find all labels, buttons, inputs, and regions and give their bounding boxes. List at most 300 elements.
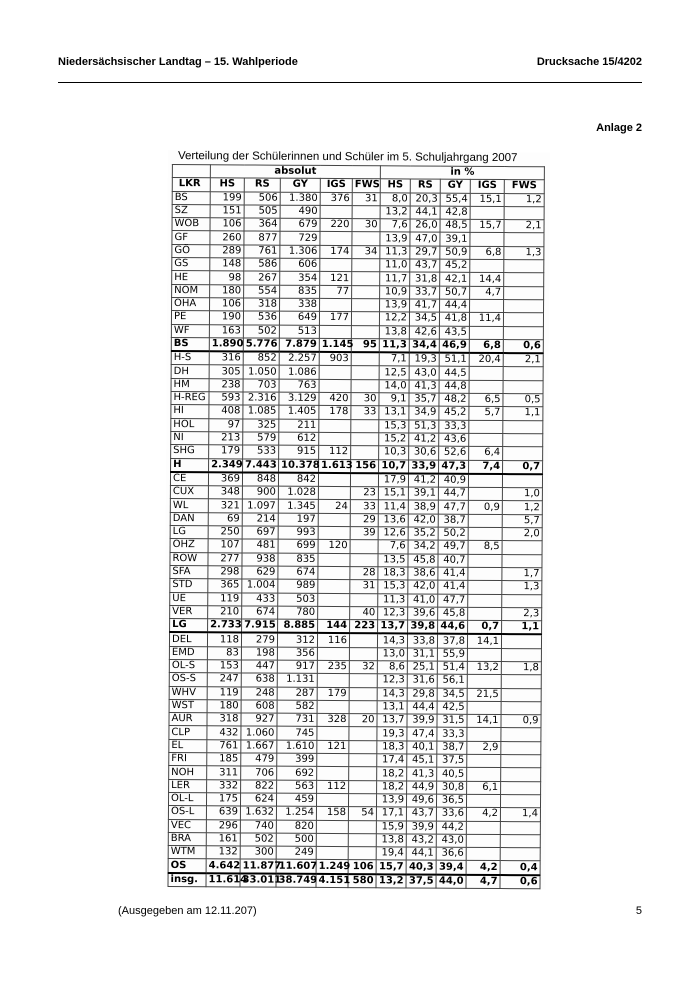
column-header: FWS (504, 180, 544, 194)
district-cell: HOL (171, 418, 209, 432)
value-cell (316, 833, 348, 846)
value-cell (351, 446, 379, 459)
value-cell: 399 (277, 753, 317, 767)
value-cell: 48,2 (439, 393, 469, 406)
value-cell (501, 648, 541, 662)
value-cell: 39,1 (440, 233, 470, 246)
value-cell (319, 419, 351, 432)
district-cell: WL (170, 499, 208, 513)
value-cell: 1,1 (503, 407, 543, 421)
district-cell: insg. (168, 873, 206, 887)
value-cell (348, 833, 376, 846)
value-cell: 674 (242, 606, 278, 620)
value-cell: 289 (210, 245, 244, 259)
value-cell (316, 793, 348, 806)
value-cell (470, 233, 504, 247)
value-cell: 298 (208, 566, 242, 580)
value-cell (469, 367, 503, 381)
value-cell: 7,6 (380, 219, 410, 232)
value-cell (469, 420, 503, 434)
value-cell (348, 794, 376, 807)
value-cell: 47,0 (410, 232, 440, 245)
value-cell: 612 (279, 432, 319, 446)
value-cell (352, 206, 380, 219)
value-cell (467, 728, 501, 742)
value-cell: 156 (351, 459, 379, 473)
value-cell: 4,7 (466, 875, 500, 889)
value-cell: 40,1 (407, 741, 437, 754)
value-cell: 639 (206, 806, 240, 820)
district-cell: FRI (169, 753, 207, 767)
value-cell: 447 (241, 660, 277, 674)
value-cell (351, 419, 379, 432)
value-cell: 608 (241, 700, 277, 714)
value-cell (500, 848, 540, 862)
value-cell: 10,9 (380, 285, 410, 298)
value-cell: 338 (280, 298, 320, 312)
value-cell: 223 (350, 620, 378, 634)
value-cell: 44,1 (410, 206, 440, 219)
value-cell: 45,8 (408, 554, 438, 567)
value-cell (503, 420, 543, 434)
value-cell: 1.306 (280, 245, 320, 259)
value-cell: 4,2 (466, 808, 500, 822)
value-cell: 97 (209, 418, 243, 432)
value-cell (351, 312, 379, 325)
value-cell: 11,7 (380, 272, 410, 285)
value-cell: 40 (350, 606, 378, 619)
value-cell: 106 (210, 298, 244, 312)
value-cell: 28 (350, 567, 378, 580)
value-cell: 2.733 (208, 619, 242, 633)
value-cell: 39,4 (436, 861, 466, 875)
value-cell (501, 755, 541, 769)
value-cell: 33,8 (407, 634, 437, 648)
district-cell: NOH (169, 766, 207, 780)
value-cell: 606 (280, 258, 320, 272)
value-cell: 12,5 (379, 366, 409, 379)
value-cell: 279 (241, 633, 277, 647)
value-cell: 107 (208, 539, 242, 553)
value-cell: 7,6 (378, 540, 408, 553)
value-cell: 1,3 (504, 246, 544, 260)
district-cell: DEL (169, 632, 207, 646)
value-cell: 1.380 (280, 192, 320, 206)
value-cell: 12,3 (378, 607, 408, 620)
value-cell: 13,2 (380, 206, 410, 219)
value-cell: 132 (206, 846, 240, 860)
value-cell: 33.011 (240, 873, 276, 887)
district-cell: OS-S (169, 673, 207, 687)
value-cell: 11,0 (380, 259, 410, 272)
value-cell: 13,1 (379, 406, 409, 419)
value-cell (504, 300, 544, 314)
value-cell (468, 514, 502, 528)
value-cell: 158 (316, 807, 348, 820)
value-cell (348, 847, 376, 860)
value-cell: 34,9 (409, 406, 439, 419)
value-cell: 35,7 (409, 393, 439, 406)
value-cell: 2,3 (502, 607, 542, 621)
value-cell: 18,2 (377, 780, 407, 793)
value-cell: 582 (277, 700, 317, 714)
value-cell: 41,4 (438, 580, 468, 593)
value-cell: 554 (244, 285, 280, 299)
value-cell: 39,6 (408, 607, 438, 620)
value-cell: 20,3 (410, 193, 440, 206)
value-cell: 39,8 (408, 620, 438, 634)
value-cell: 14,3 (377, 687, 407, 700)
value-cell: 332 (207, 779, 241, 793)
value-cell: 15,7 (470, 220, 504, 234)
value-cell: 697 (242, 526, 278, 540)
district-cell: OL-S (169, 660, 207, 674)
value-cell: 44,9 (407, 781, 437, 794)
value-cell (503, 433, 543, 447)
value-cell: 900 (242, 486, 278, 500)
value-cell: 1,8 (501, 662, 541, 676)
value-cell: 1,3 (502, 581, 542, 595)
value-cell: 20 (349, 714, 377, 727)
value-cell: 563 (277, 780, 317, 794)
value-cell (319, 325, 351, 338)
value-cell (468, 594, 502, 608)
value-cell: 312 (277, 633, 317, 647)
value-cell: 56,1 (437, 674, 467, 687)
value-cell: 1.890 (209, 338, 243, 352)
district-cell: CLP (169, 726, 207, 740)
district-cell: LG (170, 619, 208, 633)
value-cell (468, 567, 502, 581)
value-cell (318, 606, 350, 619)
district-cell: GÖ (172, 244, 210, 258)
value-cell: 18,3 (377, 741, 407, 754)
value-cell: 277 (208, 552, 242, 566)
value-cell (318, 593, 350, 606)
value-cell: 490 (280, 205, 320, 219)
value-cell: 77 (320, 285, 352, 298)
column-header: HS (210, 178, 244, 192)
value-cell: 34,4 (409, 339, 439, 353)
value-cell: 31,5 (437, 714, 467, 727)
value-cell: 29,8 (407, 688, 437, 701)
value-cell: 2.316 (243, 392, 279, 406)
value-cell: 43,5 (439, 326, 469, 339)
value-cell: 10,3 (379, 446, 409, 459)
value-cell: 318 (244, 298, 280, 312)
value-cell (318, 580, 350, 593)
value-cell (501, 688, 541, 702)
value-cell: 39,9 (406, 821, 436, 834)
value-cell: 18,3 (378, 567, 408, 580)
value-cell: 296 (206, 819, 240, 833)
value-cell (466, 834, 500, 848)
value-cell: 14,4 (470, 273, 504, 287)
value-cell: 12,2 (379, 312, 409, 325)
value-cell: 679 (280, 218, 320, 232)
value-cell: 11.607 (276, 860, 316, 874)
district-cell: CE (170, 472, 208, 486)
value-cell: 649 (279, 311, 319, 325)
value-cell: 842 (278, 473, 318, 487)
column-header: IGS (470, 180, 504, 194)
value-cell (318, 513, 350, 526)
value-cell: 6,1 (467, 781, 501, 795)
value-cell (501, 781, 541, 795)
value-cell: 2,9 (467, 741, 501, 755)
value-cell: 1,1 (502, 621, 542, 635)
value-cell: 11,3 (378, 593, 408, 606)
value-cell: 1.050 (243, 365, 279, 379)
value-cell: 7.915 (242, 619, 278, 633)
value-cell: 15,3 (379, 419, 409, 432)
value-cell: 41,8 (439, 312, 469, 325)
value-cell: 213 (209, 432, 243, 446)
value-cell: 692 (277, 767, 317, 781)
value-cell (470, 206, 504, 220)
value-cell: 1.667 (241, 740, 277, 754)
value-cell (503, 367, 543, 381)
value-cell: 13,6 (378, 514, 408, 527)
value-cell: 1.632 (240, 806, 276, 820)
district-cell: BRA (168, 832, 206, 846)
value-cell: 316 (209, 351, 243, 365)
value-cell (468, 581, 502, 595)
value-cell (318, 566, 350, 579)
value-cell: 44,1 (406, 847, 436, 860)
value-cell: 220 (320, 219, 352, 232)
value-cell: 503 (278, 593, 318, 607)
district-cell: AUR (169, 713, 207, 727)
value-cell (501, 768, 541, 782)
value-cell (469, 326, 503, 340)
value-cell: 4,7 (470, 286, 504, 300)
value-cell (350, 540, 378, 553)
value-cell: 433 (242, 592, 278, 606)
value-cell: 30 (351, 393, 379, 406)
value-cell: 13,5 (378, 553, 408, 566)
value-cell (468, 607, 502, 621)
value-cell: 8,6 (377, 661, 407, 674)
value-cell: 506 (244, 192, 280, 206)
value-cell: 835 (280, 285, 320, 299)
value-cell: 120 (318, 540, 350, 553)
value-cell (502, 554, 542, 568)
value-cell: 15,1 (378, 487, 408, 500)
value-cell: 49,6 (407, 794, 437, 807)
value-cell: 8,5 (468, 541, 502, 555)
district-cell: GS (172, 258, 210, 272)
value-cell: 638 (241, 673, 277, 687)
value-cell (320, 205, 352, 218)
value-cell: 185 (207, 753, 241, 767)
value-cell: 703 (243, 379, 279, 393)
value-cell: 45,2 (439, 407, 469, 420)
value-cell: 835 (278, 553, 318, 567)
value-cell: 47,7 (438, 594, 468, 607)
value-cell: 29 (350, 513, 378, 526)
value-cell: 50,7 (440, 286, 470, 299)
district-cell: H (171, 458, 209, 472)
value-cell: 13,7 (377, 714, 407, 727)
value-cell: 43,7 (410, 259, 440, 272)
value-cell (352, 285, 380, 298)
value-cell: 45,2 (440, 259, 470, 272)
value-cell: 41,0 (408, 593, 438, 606)
header-left: Niedersächsischer Landtag – 15. Wahlperiode (58, 56, 298, 68)
district-cell: SFA (170, 565, 208, 579)
district-cell: H-REG (171, 392, 209, 406)
value-cell (467, 701, 501, 715)
value-cell: 13,2 (467, 661, 501, 675)
value-cell: 30,8 (437, 781, 467, 794)
value-cell (348, 820, 376, 833)
value-cell: 34,2 (408, 540, 438, 553)
value-cell: 580 (348, 874, 376, 888)
value-cell: 41,7 (410, 299, 440, 312)
value-cell: 852 (243, 352, 279, 366)
district-cell: STD (170, 579, 208, 593)
value-cell: 40,5 (437, 768, 467, 781)
column-header: RS (244, 178, 280, 192)
value-cell: 408 (209, 405, 243, 419)
value-cell: 1,4 (500, 808, 540, 822)
value-cell: 586 (244, 258, 280, 272)
value-cell (502, 541, 542, 555)
value-cell: 31,6 (407, 674, 437, 687)
value-cell (470, 299, 504, 313)
district-cell: WOB (172, 218, 210, 232)
value-cell: 24 (318, 500, 350, 513)
value-cell: 19,4 (376, 847, 406, 860)
value-cell: 0,7 (468, 620, 502, 634)
value-cell: 45,8 (438, 607, 468, 620)
value-cell (349, 647, 377, 660)
value-cell: 33,7 (410, 286, 440, 299)
value-cell: 9,1 (379, 393, 409, 406)
value-cell: 502 (240, 833, 276, 847)
district-cell: OHA (172, 297, 210, 311)
column-header: GY (440, 179, 470, 192)
value-cell: 83 (207, 646, 241, 660)
value-cell: 18,2 (377, 767, 407, 780)
value-cell (319, 432, 351, 445)
value-cell: 10,7 (379, 459, 409, 473)
value-cell (503, 326, 543, 340)
value-cell: 536 (243, 311, 279, 325)
value-cell (350, 593, 378, 606)
column-header: HS (380, 179, 410, 192)
value-cell (468, 487, 502, 501)
value-cell: 740 (240, 820, 276, 834)
value-cell: 6,8 (469, 339, 503, 353)
value-cell: 4.151 (316, 874, 348, 888)
value-cell: 40,9 (438, 473, 468, 487)
value-cell: 50,2 (438, 527, 468, 540)
value-cell: 47,4 (407, 727, 437, 740)
value-cell: 15,1 (470, 193, 504, 207)
district-cell: ROW (170, 552, 208, 566)
value-cell (352, 272, 380, 285)
value-cell: 5,7 (502, 514, 542, 528)
value-cell: 11,3 (380, 246, 410, 259)
value-cell: 13,9 (377, 794, 407, 807)
value-cell: 624 (240, 793, 276, 807)
value-cell: 44,4 (407, 701, 437, 714)
value-cell: 17,4 (377, 754, 407, 767)
value-cell (500, 834, 540, 848)
value-cell: 1.610 (277, 740, 317, 754)
value-cell (320, 259, 352, 272)
value-cell: 305 (209, 365, 243, 379)
value-cell: 161 (206, 833, 240, 847)
value-cell: 42,6 (409, 326, 439, 339)
value-cell (317, 753, 349, 766)
district-cell: OHZ (170, 539, 208, 553)
district-cell: EMD (169, 646, 207, 660)
corner-cell (172, 165, 210, 179)
value-cell: 4,2 (466, 861, 500, 875)
value-cell: 993 (278, 526, 318, 540)
value-cell: 364 (244, 218, 280, 232)
district-cell: NI (171, 431, 209, 445)
value-cell: 106 (210, 218, 244, 232)
group-absolut: absolut (210, 165, 380, 179)
value-cell: 502 (243, 325, 279, 339)
district-cell: PE (171, 311, 209, 325)
value-cell: 44,0 (436, 874, 466, 888)
value-cell (318, 553, 350, 566)
value-cell: 11.877 (240, 859, 276, 873)
value-cell: 44,8 (439, 380, 469, 393)
district-cell: LER (169, 779, 207, 793)
value-cell (467, 675, 501, 689)
value-cell (318, 526, 350, 539)
value-cell: 2,0 (502, 528, 542, 542)
value-cell: 513 (279, 325, 319, 339)
value-cell: 21,5 (467, 688, 501, 702)
district-cell: DAN (170, 512, 208, 526)
value-cell (469, 380, 503, 394)
value-cell: 35,2 (408, 527, 438, 540)
value-cell: 31 (350, 580, 378, 593)
value-cell: 761 (207, 740, 241, 754)
value-cell: 144 (318, 620, 350, 634)
value-cell: 44,7 (438, 487, 468, 500)
value-cell: 121 (317, 740, 349, 753)
value-cell (501, 675, 541, 689)
value-cell: 197 (278, 513, 318, 527)
value-cell: 7,4 (469, 460, 503, 474)
value-cell: 0,9 (501, 715, 541, 729)
value-cell: 112 (319, 446, 351, 459)
value-cell: 0,9 (468, 501, 502, 515)
value-cell (501, 701, 541, 715)
district-cell: H-S (171, 351, 209, 365)
value-cell (317, 767, 349, 780)
value-cell: 1.131 (277, 673, 317, 687)
value-cell: 0,7 (503, 460, 543, 474)
value-cell: 41,4 (438, 567, 468, 580)
value-cell: 179 (209, 445, 243, 459)
value-cell: 763 (279, 379, 319, 393)
district-cell: EL (169, 739, 207, 753)
district-cell: SHG (171, 445, 209, 459)
district-cell: CUX (170, 486, 208, 500)
value-cell: 44,2 (436, 821, 466, 834)
district-cell: NOM (172, 284, 210, 298)
value-cell (351, 366, 379, 379)
